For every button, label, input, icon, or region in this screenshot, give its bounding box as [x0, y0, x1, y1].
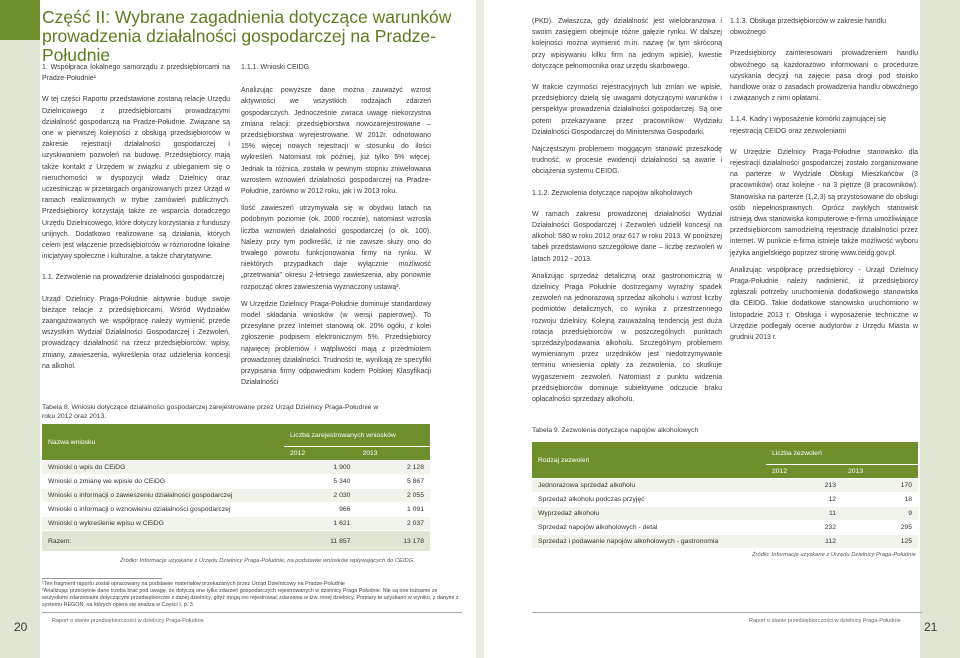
table-row: [42, 461, 430, 475]
paragraph: W Urzędzie Dzielnicy Praga-Południe stanowisko dla rejestracji działalności gospodarczej zostało zorganizowane na parterze w Wydziale Obsługi Mieszkańców (3 pracowników) oraz kolejne - na 3 piętrze (8 pracowników). Stanowiska na parterze (1,2,3) są przystosowane do obsługi osób niepełnosprawnych. Oprócz zwykłych stanowisk istnieją dwa stanowiska komputerowe e-firma umożliwiające przedsiębiorcom samodzielną rejestrację działalności przez internet. W punkcie e-firma istnieje także możliwość wyboru języka angielskiego poprzez stronę www.ceidg.gov.pl.: [730, 148, 918, 257]
table-row: [532, 493, 918, 507]
table-row: [532, 479, 918, 493]
table-row-total: [42, 531, 430, 552]
table-cell: 213: [766, 479, 842, 493]
right-margin-band: [920, 0, 960, 658]
paragraph: Analizując współpracę przedsiębiorcy - Urząd Dzielnicy Praga-Południe należy nadmienić, iż przedsiębiorcy zgłaszali potrzeby uruchomienia dodatkowego stanowiska dla CEIDG. Takie dodatkowe stanowisko uruchomiono w listopadzie 2013 r. Obsługa i wyposażenie techniczne w Urzędzie podlegały ocenie audytorów z Urzędu Miasta w grudniu 2013 r.: [730, 266, 918, 342]
table-cell: 9: [842, 507, 918, 521]
footer-text: Raport o stanie przedsiębiorczości w dzielnicy Praga-Południe: [749, 618, 901, 624]
footnotes: [42, 578, 462, 609]
heading-1: 1. Współpraca lokalnego samorządu z przedsiębiorcami na Pradze-Południe¹: [42, 64, 230, 83]
table-cell: 11 857: [284, 531, 356, 552]
table-cell: 2 037: [356, 517, 430, 531]
table-9-header-2012: 2012: [766, 465, 842, 479]
table-row: [42, 475, 430, 489]
right-column-2: [730, 16, 918, 349]
table-row: [42, 489, 430, 503]
table-9: [532, 442, 918, 549]
left-column-2: [241, 62, 431, 394]
table-cell: 112: [766, 535, 842, 549]
footer-divider: [42, 612, 462, 613]
table-8-source: Źródło: Informacje uzyskane z Urzędu Dzielnicy Praga-Południe, na podstawie wniosków wpływających do CEIDG.: [120, 558, 415, 564]
footnote-1: ¹Ten fragment raportu został opracowany na podstawie materiałów przekazanych przez Urząd Dzielnicowy na Pradze-Południe: [42, 581, 345, 587]
paragraph: W ramach zakresu prowadzonej działalności Wydział Działalności Gospodarczej i Zezwoleń udzielił koncesji na alkohol: 580 w roku 2012 oraz 617 w roku 2013. W poniższej tabeli przedstawiono szczegółowe dane – liczbę zezwoleń w latach 2012 - 2013.: [532, 210, 722, 263]
table-cell: Sprzedaż alkoholu podczas przyjęć: [532, 493, 766, 507]
table-cell: Wnioski o informacji o wznowieniu działalności gospodarczej: [42, 503, 284, 517]
table-8-header-2013: 2013: [356, 447, 430, 461]
table-cell: 12: [766, 493, 842, 507]
table-cell: 966: [284, 503, 356, 517]
table-9-source: Źródło: Informacje uzyskane z Urzędu Dzielnicy Praga-Południe: [752, 552, 916, 558]
table-8-header-2012: 2012: [284, 447, 356, 461]
table-row: [532, 507, 918, 521]
heading-1-1-4: 1.1.4. Kadry i wyposażenie komórki zajmującej się rejestracją CEIDG oraz zezwoleniami: [730, 116, 887, 135]
footer-divider: [532, 612, 922, 613]
paragraph: Ilość zawieszeń utrzymywała się w obydwu latach na podobnym poziomie (ok. 2000 rocznie), natomiast wzrosła liczba wznowień działalności gospodarczej (o ok. 100). Należy przy tym podkreślić, iż nie zawsze służy ono do trwałego powrotu funkcjonowania firmy na rynku. W niektórych przypadkach daje wyłącznie możliwość „przetrwania" okresu 2-letniego zawieszenia, aby ponownie rozpocząć okres zawieszenia wyznaczony ustawą².: [241, 205, 431, 291]
table-cell: Wnioski o zmianę we wpisie do CEiDG: [42, 475, 284, 489]
table-8-header-group: Liczba zarejestrowanych wniosków: [284, 424, 430, 447]
table-9-caption: Tabela 9. Zezwolenia dotyczące napojów alkoholowych: [532, 427, 699, 434]
paragraph: (PKD). Zwłaszcza, gdy działalność jest wielobranżowa i swoim zasięgiem obejmuje różne gałęzie rynku. W dalszej kolejności można wymienić m.in. nazwę (w tym skróconą przy wpisywaniu kilku firm na jednym wpisie), kwestie dotyczące pełnomocnika oraz urzędu skarbowego.: [532, 18, 722, 70]
table-cell: 125: [842, 535, 918, 549]
table-cell: 13 178: [356, 531, 430, 552]
table-9-header-group: Liczba zezwoleń: [766, 442, 918, 465]
page-number: 21: [924, 620, 938, 634]
table-9-header-name: Rodzaj zezwoleń: [532, 442, 766, 479]
table-cell: 232: [766, 521, 842, 535]
paragraph: Najczęstszym problemem moggącym stanowić przeszkodę trudność, w procesie ewidencji działalności są awarie i obciążenia systemu CEIDG.: [532, 146, 722, 176]
section-title-line2: prowadzenia działalności gospodarczej na Pradze-Południe: [42, 26, 436, 65]
table-cell: Jednorazowa sprzedaż alkoholu: [532, 479, 766, 493]
heading-1-1: 1.1. Zezwolenie na prowadzenie działalności gospodarczej: [42, 274, 225, 282]
right-page: [484, 0, 960, 658]
section-title-line1: Część II: Wybrane zagadnienia dotyczące warunków: [42, 7, 452, 27]
paragraph: W trakcie czynności rejestracyjnych lub zmian we wpisie, przedsiębiorcy dzielą się uwagami dotyczącymi warunków i perspektyw prowadzenia działalności gospodarczej. Są one potem przekazywane przez pracowników Wydziału Działalności Gospodarczej do Ministerstwa Gospodarki.: [532, 84, 722, 136]
table-cell: Wnioski o wpis do CEiDG: [42, 461, 284, 475]
paragraph: Analizując sprzedaż detaliczną oraz gastronomiczną w dzielnicy Praga Południe dostrzegamy wyraźny spadek zezwoleń na jednorazową sprzedaż alkoholu i wzrost liczby podmiotów detalicznych, co wynika z przestrzennego rozwoju dzielnicy. Kolejną zauważalną tendencją jest duża rotacja przedsiębiorców w poszczególnych punktach sprzedaży/podawania alkoholu. Szczególnym problemem wymienianym przez urzędników jest niedotrzymywanie terminu wniesienia opłaty za zezwolenia, co skutkuje wygaszeniem zezwoleń. Natomiast z punktu widzenia przedsiębiorców dominuje subiektywne odczucie braku opłacalności sprzedaży alkoholu.: [532, 272, 722, 404]
paragraph: Przedsiębiorcy zainteresowani prowadzeniem handlu obwoźnego są każdorazowo informowani o procedurze uzyskania decyzji na zajęcie pasa drogi pod stoisko handlowe oraz o zasadach prowadzenia handlu obwoźnego i związanych z nimi opłatami.: [730, 50, 918, 103]
table-8: [42, 424, 430, 552]
footnote-2: ²Analizując przeciętnie dane trzeba brać pod uwagę, że dotyczą one tylko zdarzeń gospodarczych rejestrowanych w dzielnicy Praga Południe. Nie są one tożsame ze wszystkimi zdarzeniami dotyczącymi przedsiębiorców z danej dzielnicy, gdyż mogą oni rejestrować zdarzenia w tzw. innej dzielnicy. Pomiary te uzyskano w wyniku, z danymi z systemu REGON, na których opiera się analiza w Części I, p. 3.: [42, 588, 459, 608]
paragraph: W tej części Raportu przedstawione zostaną relacje Urzędu Dzielnicowego z przedsiębiorcami prowadzącymi działalność gospodarczą na Pradze-Południe. Związane są one w pierwszej kolejności z obsługą przedsiębiorców w zakresie rejestracji działalności gospodarczej i uzyskiwaniem pozwoleń na budowę. Przedsiębiorcy mają także kontakt z Urzędem w związku z ubieganiem się o nieruchomości w dyspozycji władz Dzielnicy oraz uczestnicząc w przetargach organizowanych przez Urząd w ramach realizowanych w trybie zamówień publicznych. Przedsiębiorcy korzystają także ze wsparcia doradczego Urzędu Dzielnicowego, które dotyczy korzystania z funduszy unijnych. Dodatkowo realizowane są działania, których celem jest włączenie przedsiębiorców w różnorodne lokalne inicjatywy społeczne i kulturalne, a także charytatywne.: [42, 96, 230, 261]
table-cell: 170: [842, 479, 918, 493]
section-title: [42, 8, 462, 65]
left-column-1: [42, 62, 230, 378]
table-cell: Wnioski o wykreślenie wpisu w CEiDG: [42, 517, 284, 531]
footnote-divider: [42, 578, 162, 579]
page-number: 20: [14, 620, 28, 634]
table-cell: 1 621: [284, 517, 356, 531]
table-cell: 18: [842, 493, 918, 507]
table-cell: 5 867: [356, 475, 430, 489]
table-cell: 2 030: [284, 489, 356, 503]
table-8-header-name: Nazwa wniosku: [42, 424, 284, 461]
table-cell: 2 128: [356, 461, 430, 475]
table-cell: Sprzedaż napojów alkoholowych - detal: [532, 521, 766, 535]
table-cell: 11: [766, 507, 842, 521]
table-cell: 5 340: [284, 475, 356, 489]
heading-1-1-1: 1.1.1. Wnioski CEIDG: [241, 64, 310, 71]
table-row: [42, 517, 430, 531]
left-margin-band: [0, 0, 40, 658]
paragraph: Analizując powyższe dane można zauważyć wzrost aktywności we wszystkich rodzajach zdarzeń gospodarczych. Jednocześnie zwraca uwagę niekorzystna zmiana relacji: przedsiębiorstwa nowozarejestrowane – przedsiębiorstwa wyrejestrowane. W 2012r. odnotowano 15% więcej nowych rejestracji w stosunku do ilości wykreśleń. Natomiast rok później, już tylko 5% więcej. Jednak ta różnica, została w pewnym stopniu zniwelowana wzrostem wznowień działalności gospodarczej na Pradze-Południe, zarówno w 2012 roku, jak i w 2013 roku.: [241, 87, 431, 196]
footer-text: Raport o stanie przedsiębiorczości w dzielnicy Praga-Południe: [52, 618, 204, 624]
table-cell: 1 091: [356, 503, 430, 517]
table-cell: Wnioski o informacji o zawieszeniu działalności gospodarczej: [42, 489, 284, 503]
title-accent-block: [0, 0, 40, 40]
table-cell: Razem:: [42, 531, 284, 552]
page-gutter: [476, 0, 484, 658]
table-row: [532, 535, 918, 549]
table-9-header-2013: 2013: [842, 465, 918, 479]
table-cell: Wyprzedaż alkoholu: [532, 507, 766, 521]
table-cell: 1 900: [284, 461, 356, 475]
paragraph: W Urzędzie Dzielnicy Praga-Południe dominuje standardowy model składania wniosków (w wersji papierowej). To przesyłane przez Internet stanowią ok. 20% ogółu, z kolei zgłoszenie podpisem elektronicznym 5%. Przedsiębiorcy najwięcej problemów i wątpliwości mają z przedmiotem prowadzonej działalności. Trudności te, wynikają ze specyfiki przypisania firmy odpowiednim kodem Polskiej Klasyfikacji Działalności: [241, 300, 431, 387]
table-row: [532, 521, 918, 535]
heading-1-1-2: 1.1.2. Zezwolenia dotyczące napojów alkoholowych: [532, 189, 693, 197]
right-column-1: [532, 16, 722, 411]
table-cell: 295: [842, 521, 918, 535]
table-cell: 2 055: [356, 489, 430, 503]
paragraph: Urząd Dzielnicy Praga-Południe aktywnie buduje swoje bieżące relacje z przedsiębiorcami. Wśród Wydziałów zaangażowanych we współpracę należy wymienić przede wszystkim Wydział Działalności Gospodarczej i Zezwoleń, prowadzący działalność na rzecz przedsiębiorców: wpisy, zmiany, zawieszenia, wykreślenia oraz udzielenia koncesji na alkohol.: [42, 295, 230, 370]
table-8-caption: Tabela 8. Wnioski dotyczące działalności gospodarczej zarejestrowane przez Urząd Dzielnicy Praga-Południe w roku 2012 oraz 2013.: [42, 404, 379, 420]
table-cell: Sprzedaż i podawanie napojów alkoholowych - gastronomia: [532, 535, 766, 549]
heading-1-1-3: 1.1.3. Obsługa przedsiębiorców w zakresie handlu obwoźnego: [730, 18, 887, 37]
table-row: [42, 503, 430, 517]
left-page: [0, 0, 476, 658]
